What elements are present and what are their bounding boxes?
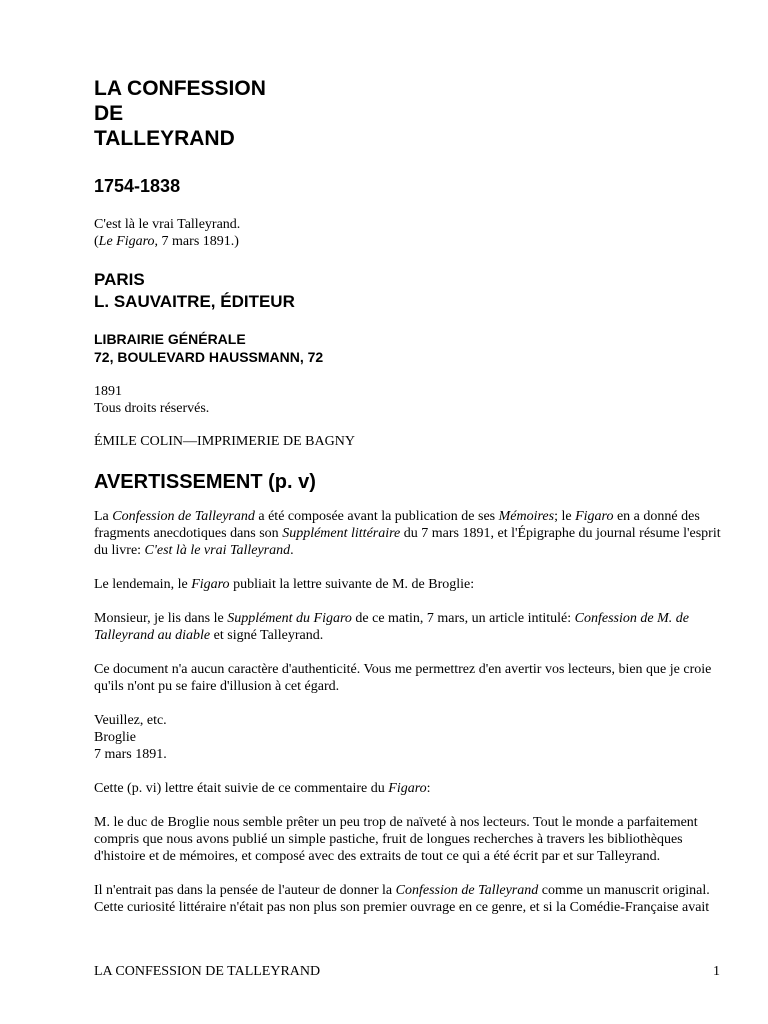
epigraph <box>94 216 724 250</box>
title-line-2: DE <box>94 102 124 125</box>
text-run: . <box>290 543 294 558</box>
italic-run: Figaro <box>388 781 427 796</box>
text-run: du 7 mars 1891, et l'Épigraphe du journal résume l'esprit du livre: <box>94 526 721 558</box>
title-line-1: LA CONFESSION <box>94 77 266 100</box>
avertissement-heading: AVERTISSEMENT (p. v) <box>94 471 316 493</box>
librairie-name: LIBRAIRIE GÉNÉRALE <box>94 331 246 347</box>
signoff-name: Broglie <box>94 730 136 745</box>
italic-run: Confession de Talleyrand <box>395 883 539 898</box>
italic-run: Figaro <box>191 577 230 592</box>
text-run: Il n'entrait pas dans la pensée de l'auteur de donner la <box>94 883 396 898</box>
text-run: comme un manuscrit original. Cette curiosité littéraire n'était pas non plus son premier ouvrage en ce genre, et si la Comédie-Française avait <box>94 883 710 915</box>
librairie-block <box>94 330 724 366</box>
paragraph-2 <box>94 576 724 593</box>
text-run: et signé Talleyrand. <box>210 628 324 643</box>
italic-run: Mémoires <box>498 509 555 524</box>
publisher-block <box>94 269 724 313</box>
text-run: La <box>94 509 113 524</box>
italic-run: Supplément du Figaro <box>227 611 352 626</box>
text-run: Cette (p. vi) lettre était suivie de ce commentaire du <box>94 781 389 796</box>
paragraph-4: Ce document n'a aucun caractère d'authenticité. Vous me permettrez d'en avertir vos lecteurs, bien que je croie qu'ils n'ont pu se faire d'illusion à cet égard. <box>94 662 712 694</box>
paragraph-5 <box>94 780 724 797</box>
epigraph-open: ( <box>94 234 99 249</box>
publisher-name: L. SAUVAITRE, ÉDITEUR <box>94 292 295 311</box>
paragraph-3 <box>94 610 724 644</box>
text-run: : <box>426 781 431 796</box>
librairie-address: 72, BOULEVARD HAUSSMANN, 72 <box>94 349 324 365</box>
date-rights <box>94 383 724 417</box>
text-run: Le lendemain, le <box>94 577 192 592</box>
italic-run: Supplément littéraire <box>282 526 401 541</box>
text-run: Monsieur, je lis dans le <box>94 611 228 626</box>
publisher-city: PARIS <box>94 270 145 289</box>
paragraph-7 <box>94 882 724 916</box>
signoff-date: 7 mars 1891. <box>94 747 167 762</box>
epigraph-close: , 7 mars 1891.) <box>154 234 239 249</box>
epigraph-source: Le Figaro <box>98 234 155 249</box>
paragraph-6: M. le duc de Broglie nous semble prêter un peu trop de naïveté à nos lecteurs. Tout le monde a parfaitement compris que nous avons publié un simple pastiche, fruit de longues recherches à travers les bibliothèques d'histoire et de mémoires, et composé avec des extraits de tout ce qui a été écrit par et sur Talleyrand. <box>94 815 698 864</box>
text-run: de ce matin, 7 mars, un article intitulé: <box>351 611 575 626</box>
signoff-salutation: Veuillez, etc. <box>94 713 167 728</box>
italic-run: Confession de M. de Talleyrand au diable <box>94 611 689 643</box>
signoff <box>94 712 724 763</box>
epigraph-quote: C'est là le vrai Talleyrand. <box>94 217 241 232</box>
italic-run: C'est là le vrai Talleyrand <box>144 543 291 558</box>
text-run: a été composée avant la publication de ses <box>254 509 499 524</box>
footer-title: LA CONFESSION DE TALLEYRAND <box>94 964 321 979</box>
title-line-3: TALLEYRAND <box>94 127 235 150</box>
years-heading: 1754-1838 <box>94 176 181 196</box>
text-run: publiait la lettre suivante de M. de Broglie: <box>229 577 475 592</box>
page-number: 1 <box>713 964 720 979</box>
publication-year: 1891 <box>94 384 122 399</box>
italic-run: Figaro <box>575 509 614 524</box>
text-run: en a donné des fragments anecdotiques dans son <box>94 509 700 541</box>
book-title <box>94 76 724 151</box>
rights-notice: Tous droits réservés. <box>94 401 210 416</box>
text-run: ; le <box>554 509 576 524</box>
printer-line: ÉMILE COLIN—IMPRIMERIE DE BAGNY <box>94 434 355 449</box>
paragraph-1 <box>94 508 724 559</box>
document-page <box>94 76 724 916</box>
italic-run: Confession de Talleyrand <box>112 509 255 524</box>
